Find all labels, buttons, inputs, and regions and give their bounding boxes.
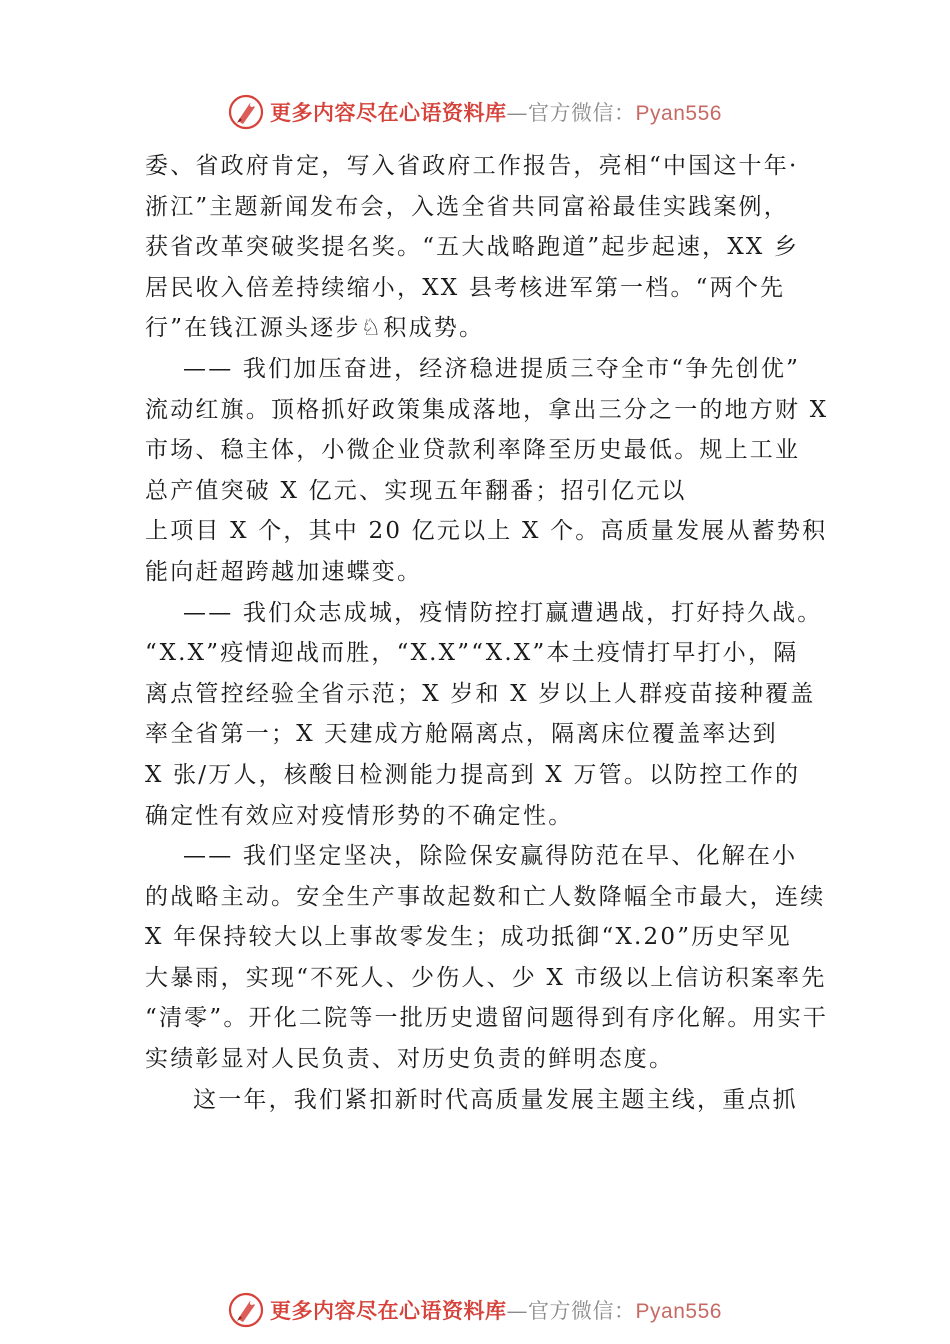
text-line-20: X 年保持较大以上事故零发生；成功抵御“X.20”历史罕见: [145, 924, 792, 951]
footer-wechat-id: Pyan556: [635, 1300, 722, 1323]
footer-banner-text: [270, 1295, 722, 1325]
footer-banner: [0, 1290, 950, 1330]
footer-banner-title: 更多内容尽在心语资料库: [270, 1298, 507, 1323]
text-line-14: 离点管控经验全省示范；X 岁和 X 岁以上人群疫苗接种覆盖: [145, 680, 816, 707]
text-line-19: 的战略主动。安全生产事故起数和亡人数降幅全市最大，连续: [145, 883, 826, 910]
text-line-1: 委、省政府肯定，写入省政府工作报告，亮相“中国这十年·: [145, 153, 799, 179]
text-line-4: 居民收入倍差持续缩小，XX 县考核进军第一档。“两个先: [145, 274, 786, 301]
text-line-17: 确定性有效应对疫情形势的不确定性。: [145, 802, 574, 829]
text-line-10: 上项目 X 个，其中 20 亿元以上 X 个。高质量发展从蓄势积: [145, 518, 828, 545]
text-line-18: —— 我们坚定坚决，除险保安赢得防范在早、化解在小: [183, 843, 798, 870]
text-line-9: 总产值突破 X 亿元、实现五年翻番；招引亿元以: [145, 477, 687, 504]
text-line-12: —— 我们众志成城，疫情防控打赢遭遇战，打好持久战。: [183, 599, 823, 626]
text-line-6: —— 我们加压奋进，经济稳进提质三夺全市“争先创优”: [183, 355, 801, 382]
text-line-5: 行”在钱江源头逐步♘积成势。: [145, 315, 485, 342]
text-line-23: 实绩彰显对人民负责、对历史负责的鲜明态度。: [145, 1046, 675, 1073]
text-line-15: 率全省第一；X 天建成方舱隔离点，隔离床位覆盖率达到: [145, 721, 778, 748]
pen-nib-logo-icon: [228, 1292, 264, 1328]
header-banner-text: [270, 97, 722, 127]
document-body: [145, 146, 835, 1120]
text-line-21: 大暴雨，实现“不死人、少伤人、少 X 市级以上信访积案率先: [145, 964, 827, 991]
text-line-13: “X.X”疫情迎战而胜，“X.X”“X.X”本土疫情打早打小，隔: [145, 640, 799, 667]
text-line-8: 市场、稳主体，小微企业贷款利率降至历史最低。规上工业: [145, 437, 801, 464]
text-line-24: 这一年，我们紧扣新时代高质量发展主题主线，重点抓: [193, 1086, 798, 1113]
text-line-3: 获省改革突破奖提名奖。“五大战略跑道”起步起速，XX 乡: [145, 234, 800, 261]
header-banner-title: 更多内容尽在心语资料库: [270, 100, 507, 125]
text-line-16: X 张/万人，核酸日检测能力提高到 X 万管。以防控工作的: [145, 761, 801, 788]
header-banner: [0, 92, 950, 132]
pen-nib-logo-icon: [228, 94, 264, 130]
text-line-11: 能向赶超跨越加速蝶变。: [145, 558, 423, 585]
text-line-7: 流动红旗。顶格抓好政策集成落地，拿出三分之一的地方财 X: [145, 396, 829, 423]
footer-banner-label: —官方微信：: [506, 1299, 636, 1323]
header-banner-label: —官方微信：: [506, 101, 636, 125]
header-wechat-id: Pyan556: [635, 102, 722, 125]
text-line-22: “清零”。开化二院等一批历史遗留问题得到有序化解。用实干: [145, 1005, 829, 1032]
text-line-2: 浙江”主题新闻发布会，入选全省共同富裕最佳实践案例，: [145, 193, 789, 220]
